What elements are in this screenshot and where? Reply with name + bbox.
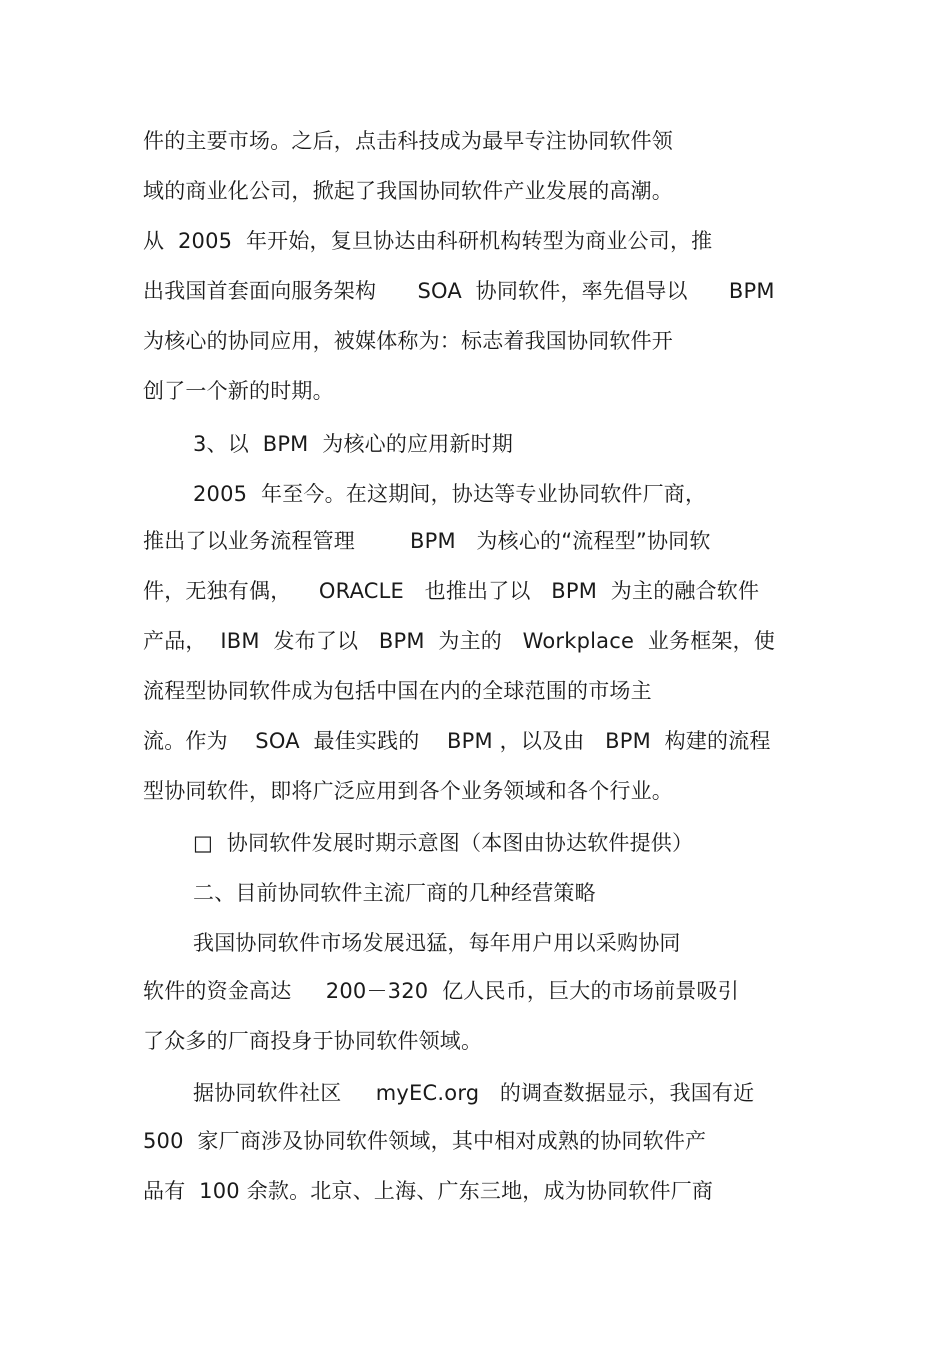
text-line: 推出了以业务流程管理 BPM 为核心的“流程型”协同软 bbox=[143, 529, 711, 553]
section-heading: 3、以 BPM 为核心的应用新时期 bbox=[193, 432, 514, 456]
text-line: 从 2005 年开始，复旦协达由科研机构转型为商业公司，推 bbox=[143, 229, 713, 253]
text-line: 型协同软件，即将广泛应用到各个业务领域和各个行业。 bbox=[143, 779, 673, 803]
text-line: 流。作为 SOA 最佳实践的 BPM ，以及由 BPM 构建的流程 bbox=[143, 729, 771, 753]
figure-caption: □ 协同软件发展时期示意图（本图由协达软件提供） bbox=[193, 831, 694, 855]
text-line: 流程型协同软件成为包括中国在内的全球范围的市场主 bbox=[143, 679, 652, 703]
text-line: 了众多的厂商投身于协同软件领域。 bbox=[143, 1029, 483, 1053]
text-line: 件的主要市场。之后，点击科技成为最早专注协同软件领 bbox=[143, 129, 673, 153]
text-line: 我国协同软件市场发展迅猛，每年用户用以采购协同 bbox=[193, 931, 681, 955]
text-line: 软件的资金高达 200－320 亿人民币，巨大的市场前景吸引 bbox=[143, 979, 739, 1003]
text-line: 域的商业化公司，掀起了我国协同软件产业发展的高潮。 bbox=[143, 179, 673, 203]
text-line: 出我国首套面向服务架构 SOA 协同软件，率先倡导以 BPM bbox=[143, 279, 775, 303]
text-line: 2005 年至今。在这期间，协达等专业协同软件厂商， bbox=[193, 482, 707, 506]
text-line: 件，无独有偶， ORACLE 也推出了以 BPM 为主的融合软件 bbox=[143, 579, 760, 603]
text-line: 据协同软件社区 myEC.org 的调查数据显示，我国有近 bbox=[193, 1081, 755, 1105]
text-line: 500 家厂商涉及协同软件领域，其中相对成熟的协同软件产 bbox=[143, 1129, 707, 1153]
section-heading: 二、目前协同软件主流厂商的几种经营策略 bbox=[193, 881, 596, 905]
text-line: 为核心的协同应用，被媒体称为：标志着我国协同软件开 bbox=[143, 329, 673, 353]
text-line: 品有 100 余款。北京、上海、广东三地，成为协同软件厂商 bbox=[143, 1179, 714, 1203]
text-line: 创了一个新的时期。 bbox=[143, 379, 334, 403]
text-line: 产品， IBM 发布了以 BPM 为主的 Workplace 业务框架，使 bbox=[143, 629, 776, 653]
